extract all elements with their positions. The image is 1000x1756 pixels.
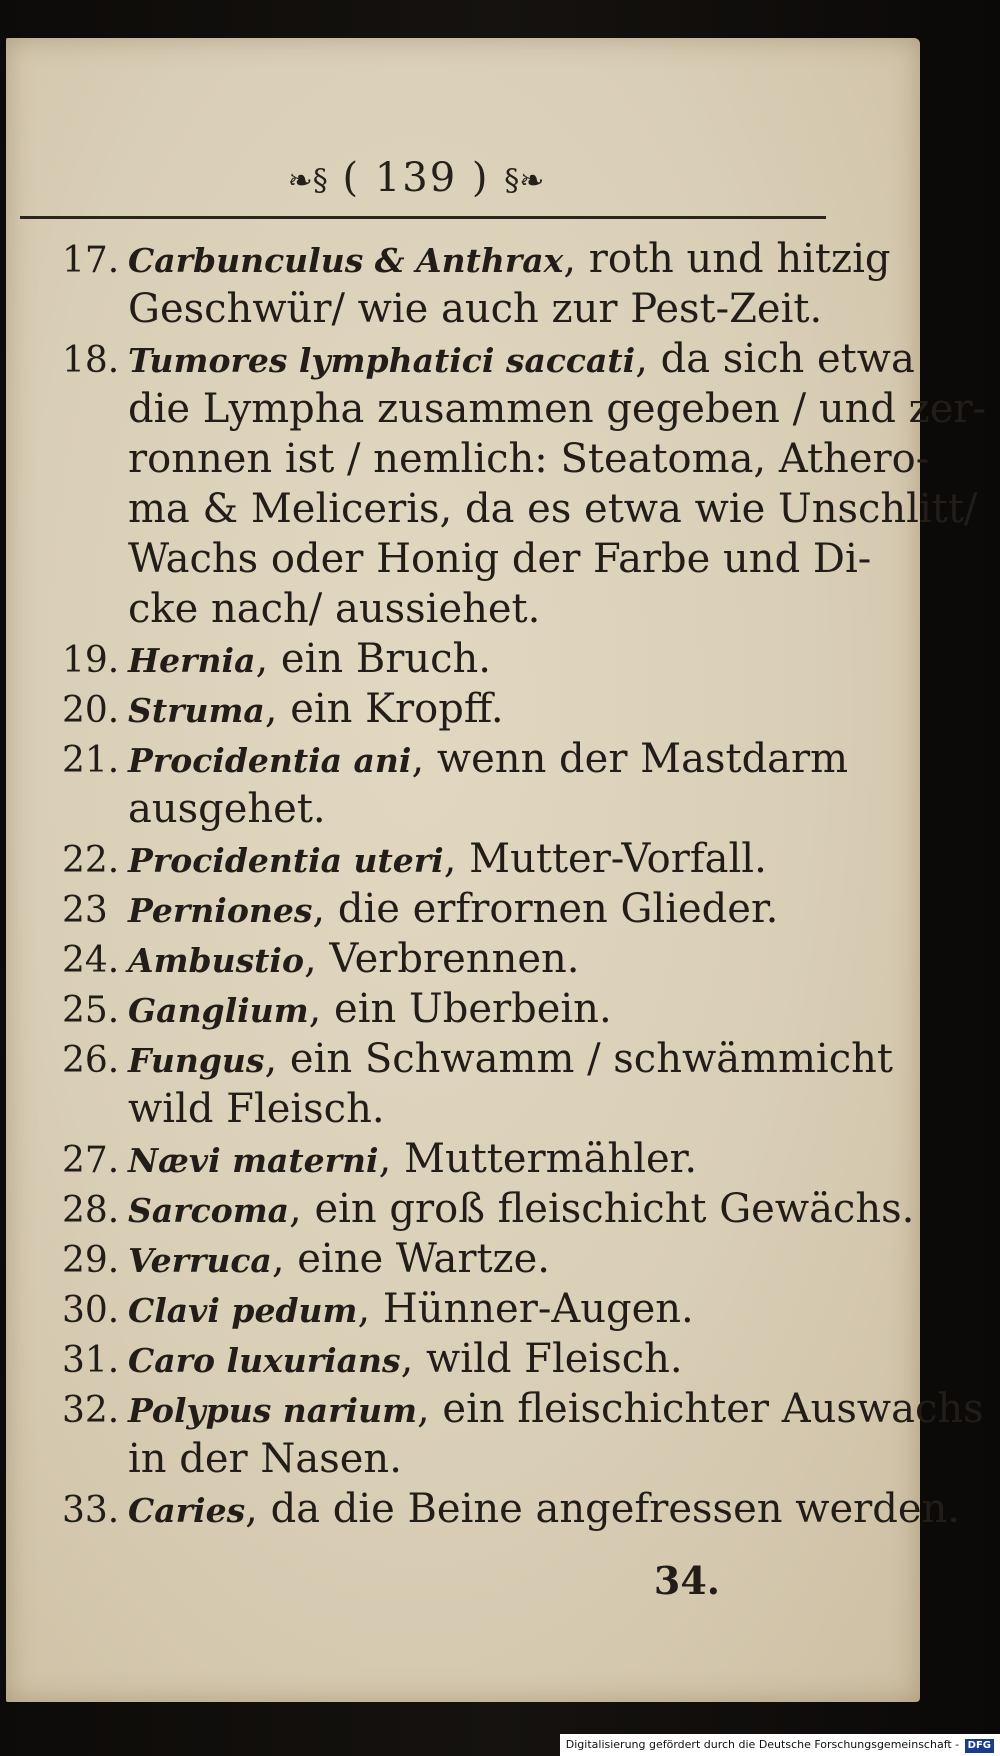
german-gloss: , eine Wartze. <box>271 1236 550 1282</box>
entry-continuation: ma & Meliceris, da es etwa wie Unschlitt/ <box>128 486 978 532</box>
entry-number: 33. <box>62 1490 120 1531</box>
entry-continuation: Wachs oder Honig der Farbe und Di- <box>128 536 872 582</box>
entry-line <box>62 1384 984 1434</box>
german-gloss: , Verbrennen. <box>303 936 580 982</box>
latin-term: Procidentia ani <box>128 741 412 780</box>
entry-number: 20. <box>62 690 120 731</box>
dfg-logo: DFG <box>965 1739 994 1753</box>
entry-number: 28. <box>62 1190 120 1231</box>
german-gloss: , ein Uberbein. <box>308 986 612 1032</box>
entry-number: 32. <box>62 1390 120 1431</box>
entry-number: 22. <box>62 840 120 881</box>
entry-continuation: die Lympha zusammen gegeben / und zer- <box>128 386 987 432</box>
latin-term: Sarcoma <box>128 1191 290 1230</box>
latin-term: Struma <box>128 691 265 730</box>
german-gloss: , Hünner-Augen. <box>357 1286 694 1332</box>
entry-line <box>62 334 915 384</box>
latin-term: Clavi pedum <box>128 1291 358 1330</box>
latin-term: Procidentia uteri <box>128 841 444 880</box>
entry-line <box>62 834 842 884</box>
entry-number: 19. <box>62 640 120 681</box>
latin-term: Nævi materni <box>128 1141 379 1180</box>
ornament-right: §❧ <box>504 163 545 199</box>
german-gloss: , da sich etwa <box>635 336 915 382</box>
entry-line <box>62 1484 961 1534</box>
entry-number: 17. <box>62 240 120 281</box>
entry-continuation: in der Nasen. <box>128 1436 402 1482</box>
german-gloss: , da die Beine angefressen werden. <box>245 1486 961 1532</box>
german-gloss: , ein fleischichter Auswachs <box>417 1386 984 1432</box>
credit-text: Digitalisierung gefördert durch die Deutsche Forschungsgemeinschaft - <box>565 1738 960 1751</box>
entry-continuation: Geschwür/ wie auch zur Pest-Zeit. <box>128 286 823 332</box>
entry-number: 25. <box>62 990 120 1031</box>
german-gloss: , wild Fleisch. <box>400 1336 683 1382</box>
entry-line <box>62 984 842 1034</box>
entry-line <box>62 1234 842 1284</box>
latin-term: Tumores lymphatici saccati <box>128 341 636 380</box>
header-rule <box>20 216 826 219</box>
latin-term: Polypus narium <box>128 1391 417 1430</box>
entry-number: 30. <box>62 1290 120 1331</box>
german-gloss: , wenn der Mastdarm <box>411 736 849 782</box>
german-gloss: , Mutter-Vorfall. <box>443 836 767 882</box>
entry-line <box>62 884 842 934</box>
entry-number: 27. <box>62 1140 120 1181</box>
german-gloss: , ein Bruch. <box>255 636 492 682</box>
entry-continuation: ronnen ist / nemlich: Steatoma, Athero- <box>128 436 930 482</box>
entry-line <box>62 634 842 684</box>
entry-continuation: ausgehet. <box>128 786 326 832</box>
latin-term: Hernia <box>128 641 256 680</box>
entry-continuation: wild Fleisch. <box>128 1086 385 1132</box>
catchword: 34. <box>653 1558 720 1603</box>
entry-number: 26. <box>62 1040 120 1081</box>
entry-line <box>62 1134 842 1184</box>
entry-list <box>62 234 987 1534</box>
german-gloss: , ein Schwamm / schwämmicht <box>264 1036 893 1082</box>
german-gloss: , ein groß fleischicht Gewächs. <box>289 1186 915 1232</box>
entry-number: 23 <box>62 890 108 931</box>
german-gloss: , roth und hitzig <box>563 236 891 282</box>
page-number: ( 139 ) <box>342 155 490 201</box>
entry-line <box>62 1034 893 1084</box>
entry-line <box>62 734 849 784</box>
entry-line <box>62 684 842 734</box>
latin-term: Carbunculus & Anthrax <box>128 241 564 280</box>
latin-term: Fungus <box>128 1041 265 1080</box>
entry-number: 31. <box>62 1340 120 1381</box>
entry-number: 18. <box>62 340 120 381</box>
entry-continuation: cke nach/ aussiehet. <box>128 586 541 632</box>
entry-number: 21. <box>62 740 120 781</box>
entry-line <box>62 234 891 284</box>
latin-term: Perniones <box>128 891 313 930</box>
latin-term: Caro luxurians <box>128 1341 401 1380</box>
credit-bar <box>560 1734 1000 1756</box>
german-gloss: , Muttermähler. <box>378 1136 698 1182</box>
entry-line <box>62 1184 915 1234</box>
entry-line <box>62 1334 842 1384</box>
latin-term: Caries <box>128 1491 246 1530</box>
german-gloss: , die erfrornen Glieder. <box>312 886 779 932</box>
entry-line <box>62 934 842 984</box>
entry-number: 24. <box>62 940 120 981</box>
page-header <box>6 155 826 201</box>
latin-term: Verruca <box>128 1241 272 1280</box>
ornament-left: ❧§ <box>287 163 328 199</box>
book-page <box>6 38 987 1702</box>
entry-line <box>62 1284 842 1334</box>
entry-number: 29. <box>62 1240 120 1281</box>
german-gloss: , ein Kropff. <box>264 686 504 732</box>
latin-term: Ganglium <box>128 991 309 1030</box>
latin-term: Ambustio <box>128 941 304 980</box>
